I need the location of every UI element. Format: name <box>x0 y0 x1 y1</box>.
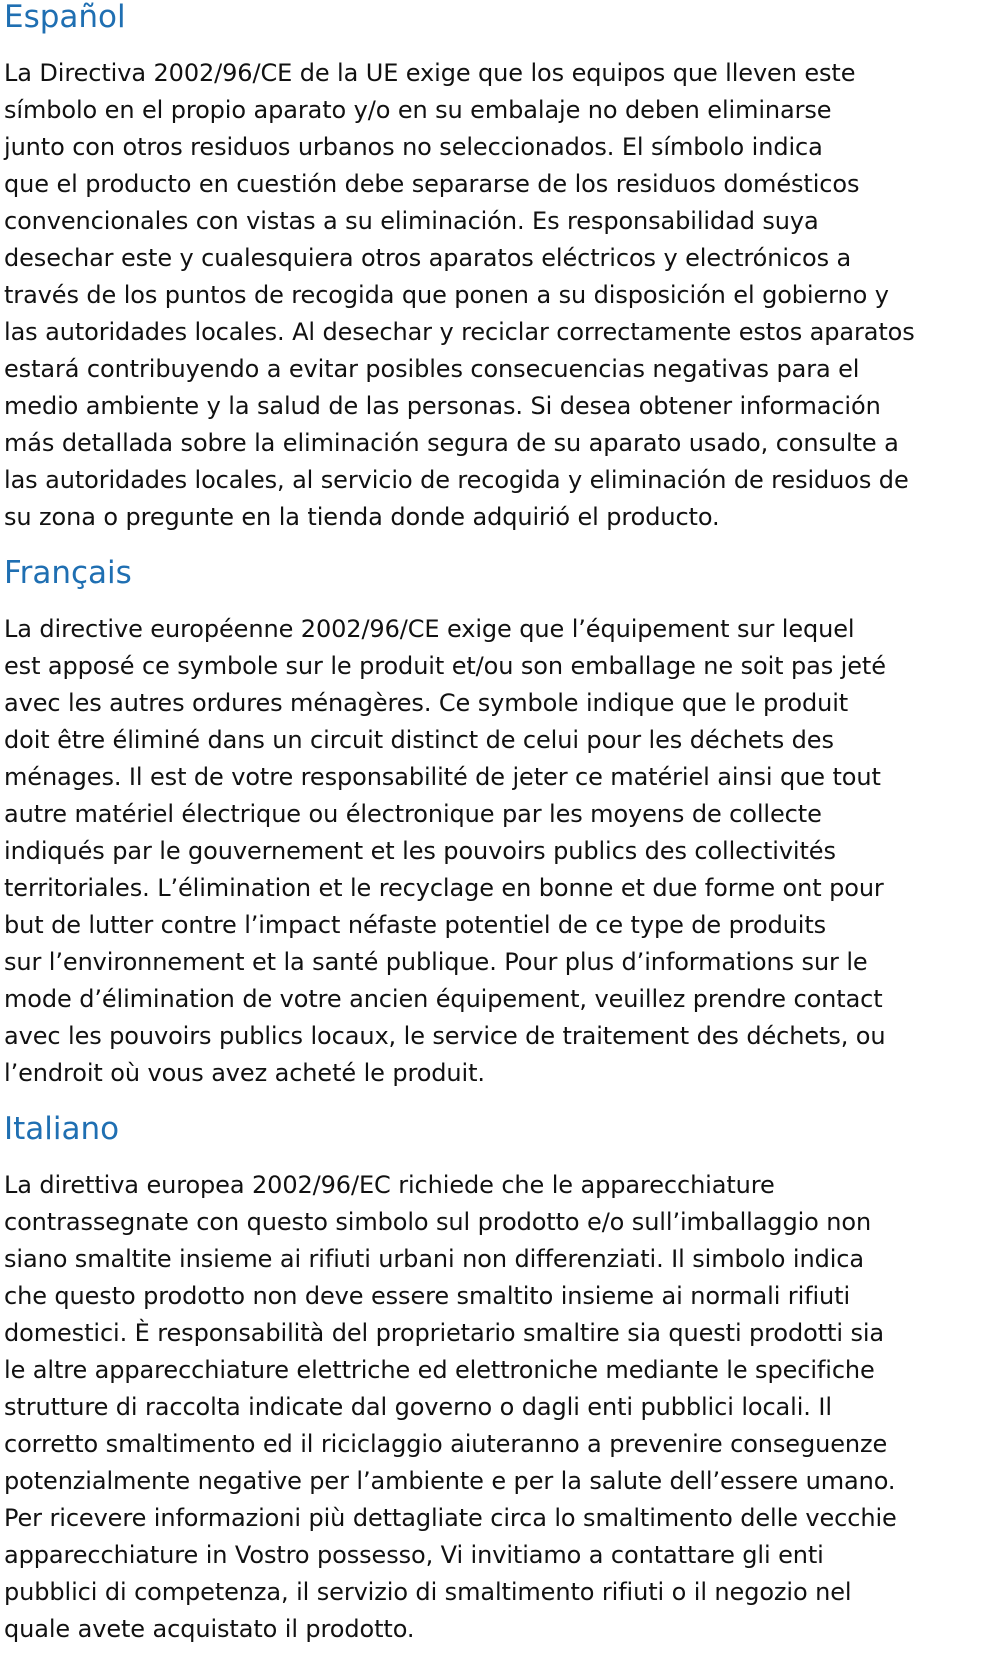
text-line: La directive européenne 2002/96/CE exige que l’équipement sur lequel <box>4 615 855 643</box>
text-line: las autoridades locales. Al desechar y reciclar correctamente estos aparatos <box>4 318 915 346</box>
text-line: siano smaltite insieme ai rifiuti urbani non differenziati. Il simbolo indica <box>4 1245 864 1273</box>
text-line: mode d’élimination de votre ancien équipement, veuillez prendre contact <box>4 985 883 1013</box>
text-line: avec les autres ordures ménagères. Ce symbole indique que le produit <box>4 689 849 717</box>
text-line: medio ambiente y la salud de las personas. Si desea obtener información <box>4 392 881 420</box>
text-line: avec les pouvoirs publics locaux, le service de traitement des déchets, ou <box>4 1022 886 1050</box>
text-line: través de los puntos de recogida que ponen a su disposición el gobierno y <box>4 281 889 309</box>
section-italiano <box>4 1112 994 1648</box>
section-body-francais <box>4 611 994 1092</box>
text-line: corretto smaltimento ed il riciclaggio aiuteranno a prevenire conseguenze <box>4 1430 888 1458</box>
text-line: su zona o pregunte en la tienda donde adquirió el producto. <box>4 503 720 531</box>
text-line: símbolo en el propio aparato y/o en su embalaje no deben eliminarse <box>4 96 832 124</box>
text-line: autre matériel électrique ou électronique par les moyens de collecte <box>4 800 822 828</box>
document-page <box>4 0 994 1648</box>
text-line: sur l’environnement et la santé publique. Pour plus d’informations sur le <box>4 948 868 976</box>
text-line: las autoridades locales, al servicio de recogida y eliminación de residuos de <box>4 466 909 494</box>
text-line: estará contribuyendo a evitar posibles consecuencias negativas para el <box>4 355 860 383</box>
section-body-italiano <box>4 1167 994 1648</box>
text-line: La Directiva 2002/96/CE de la UE exige que los equipos que lleven este <box>4 59 856 87</box>
text-line: apparecchiature in Vostro possesso, Vi invitiamo a contattare gli enti <box>4 1541 824 1569</box>
section-heading-italiano: Italiano <box>4 1111 120 1147</box>
text-line: le altre apparecchiature elettriche ed elettroniche mediante le specifiche <box>4 1356 875 1384</box>
text-line: indiqués par le gouvernement et les pouvoirs publics des collectivités <box>4 837 836 865</box>
text-line: doit être éliminé dans un circuit distinct de celui pour les déchets des <box>4 726 834 754</box>
section-body-espanol <box>4 55 994 536</box>
text-line: potenzialmente negative per l’ambiente e per la salute dell’essere umano. <box>4 1467 896 1495</box>
text-line: La direttiva europea 2002/96/EC richiede che le apparecchiature <box>4 1171 775 1199</box>
text-line: Per ricevere informazioni più dettagliate circa lo smaltimento delle vecchie <box>4 1504 897 1532</box>
text-line: ménages. Il est de votre responsabilité de jeter ce matériel ainsi que tout <box>4 763 881 791</box>
text-line: que el producto en cuestión debe separarse de los residuos domésticos <box>4 170 860 198</box>
text-line: l’endroit où vous avez acheté le produit. <box>4 1059 485 1087</box>
section-heading-espanol: Español <box>4 0 126 35</box>
text-line: pubblici di competenza, il servizio di smaltimento rifiuti o il negozio nel <box>4 1578 852 1606</box>
section-francais <box>4 556 994 1092</box>
text-line: más detallada sobre la eliminación segura de su aparato usado, consulte a <box>4 429 899 457</box>
text-line: quale avete acquistato il prodotto. <box>4 1615 415 1643</box>
text-line: strutture di raccolta indicate dal governo o dagli enti pubblici locali. Il <box>4 1393 832 1421</box>
text-line: desechar este y cualesquiera otros aparatos eléctricos y electrónicos a <box>4 244 852 272</box>
text-line: che questo prodotto non deve essere smaltito insieme ai normali rifiuti <box>4 1282 851 1310</box>
text-line: domestici. È responsabilità del proprietario smaltire sia questi prodotti sia <box>4 1319 885 1347</box>
text-line: contrassegnate con questo simbolo sul prodotto e/o sull’imballaggio non <box>4 1208 872 1236</box>
text-line: est apposé ce symbole sur le produit et/ou son emballage ne soit pas jeté <box>4 652 886 680</box>
text-line: convencionales con vistas a su eliminación. Es responsabilidad suya <box>4 207 819 235</box>
text-line: territoriales. L’élimination et le recyclage en bonne et due forme ont pour <box>4 874 884 902</box>
text-line: but de lutter contre l’impact néfaste potentiel de ce type de produits <box>4 911 827 939</box>
text-line: junto con otros residuos urbanos no seleccionados. El símbolo indica <box>4 133 823 161</box>
section-espanol <box>4 0 994 536</box>
section-heading-francais: Français <box>4 555 132 591</box>
